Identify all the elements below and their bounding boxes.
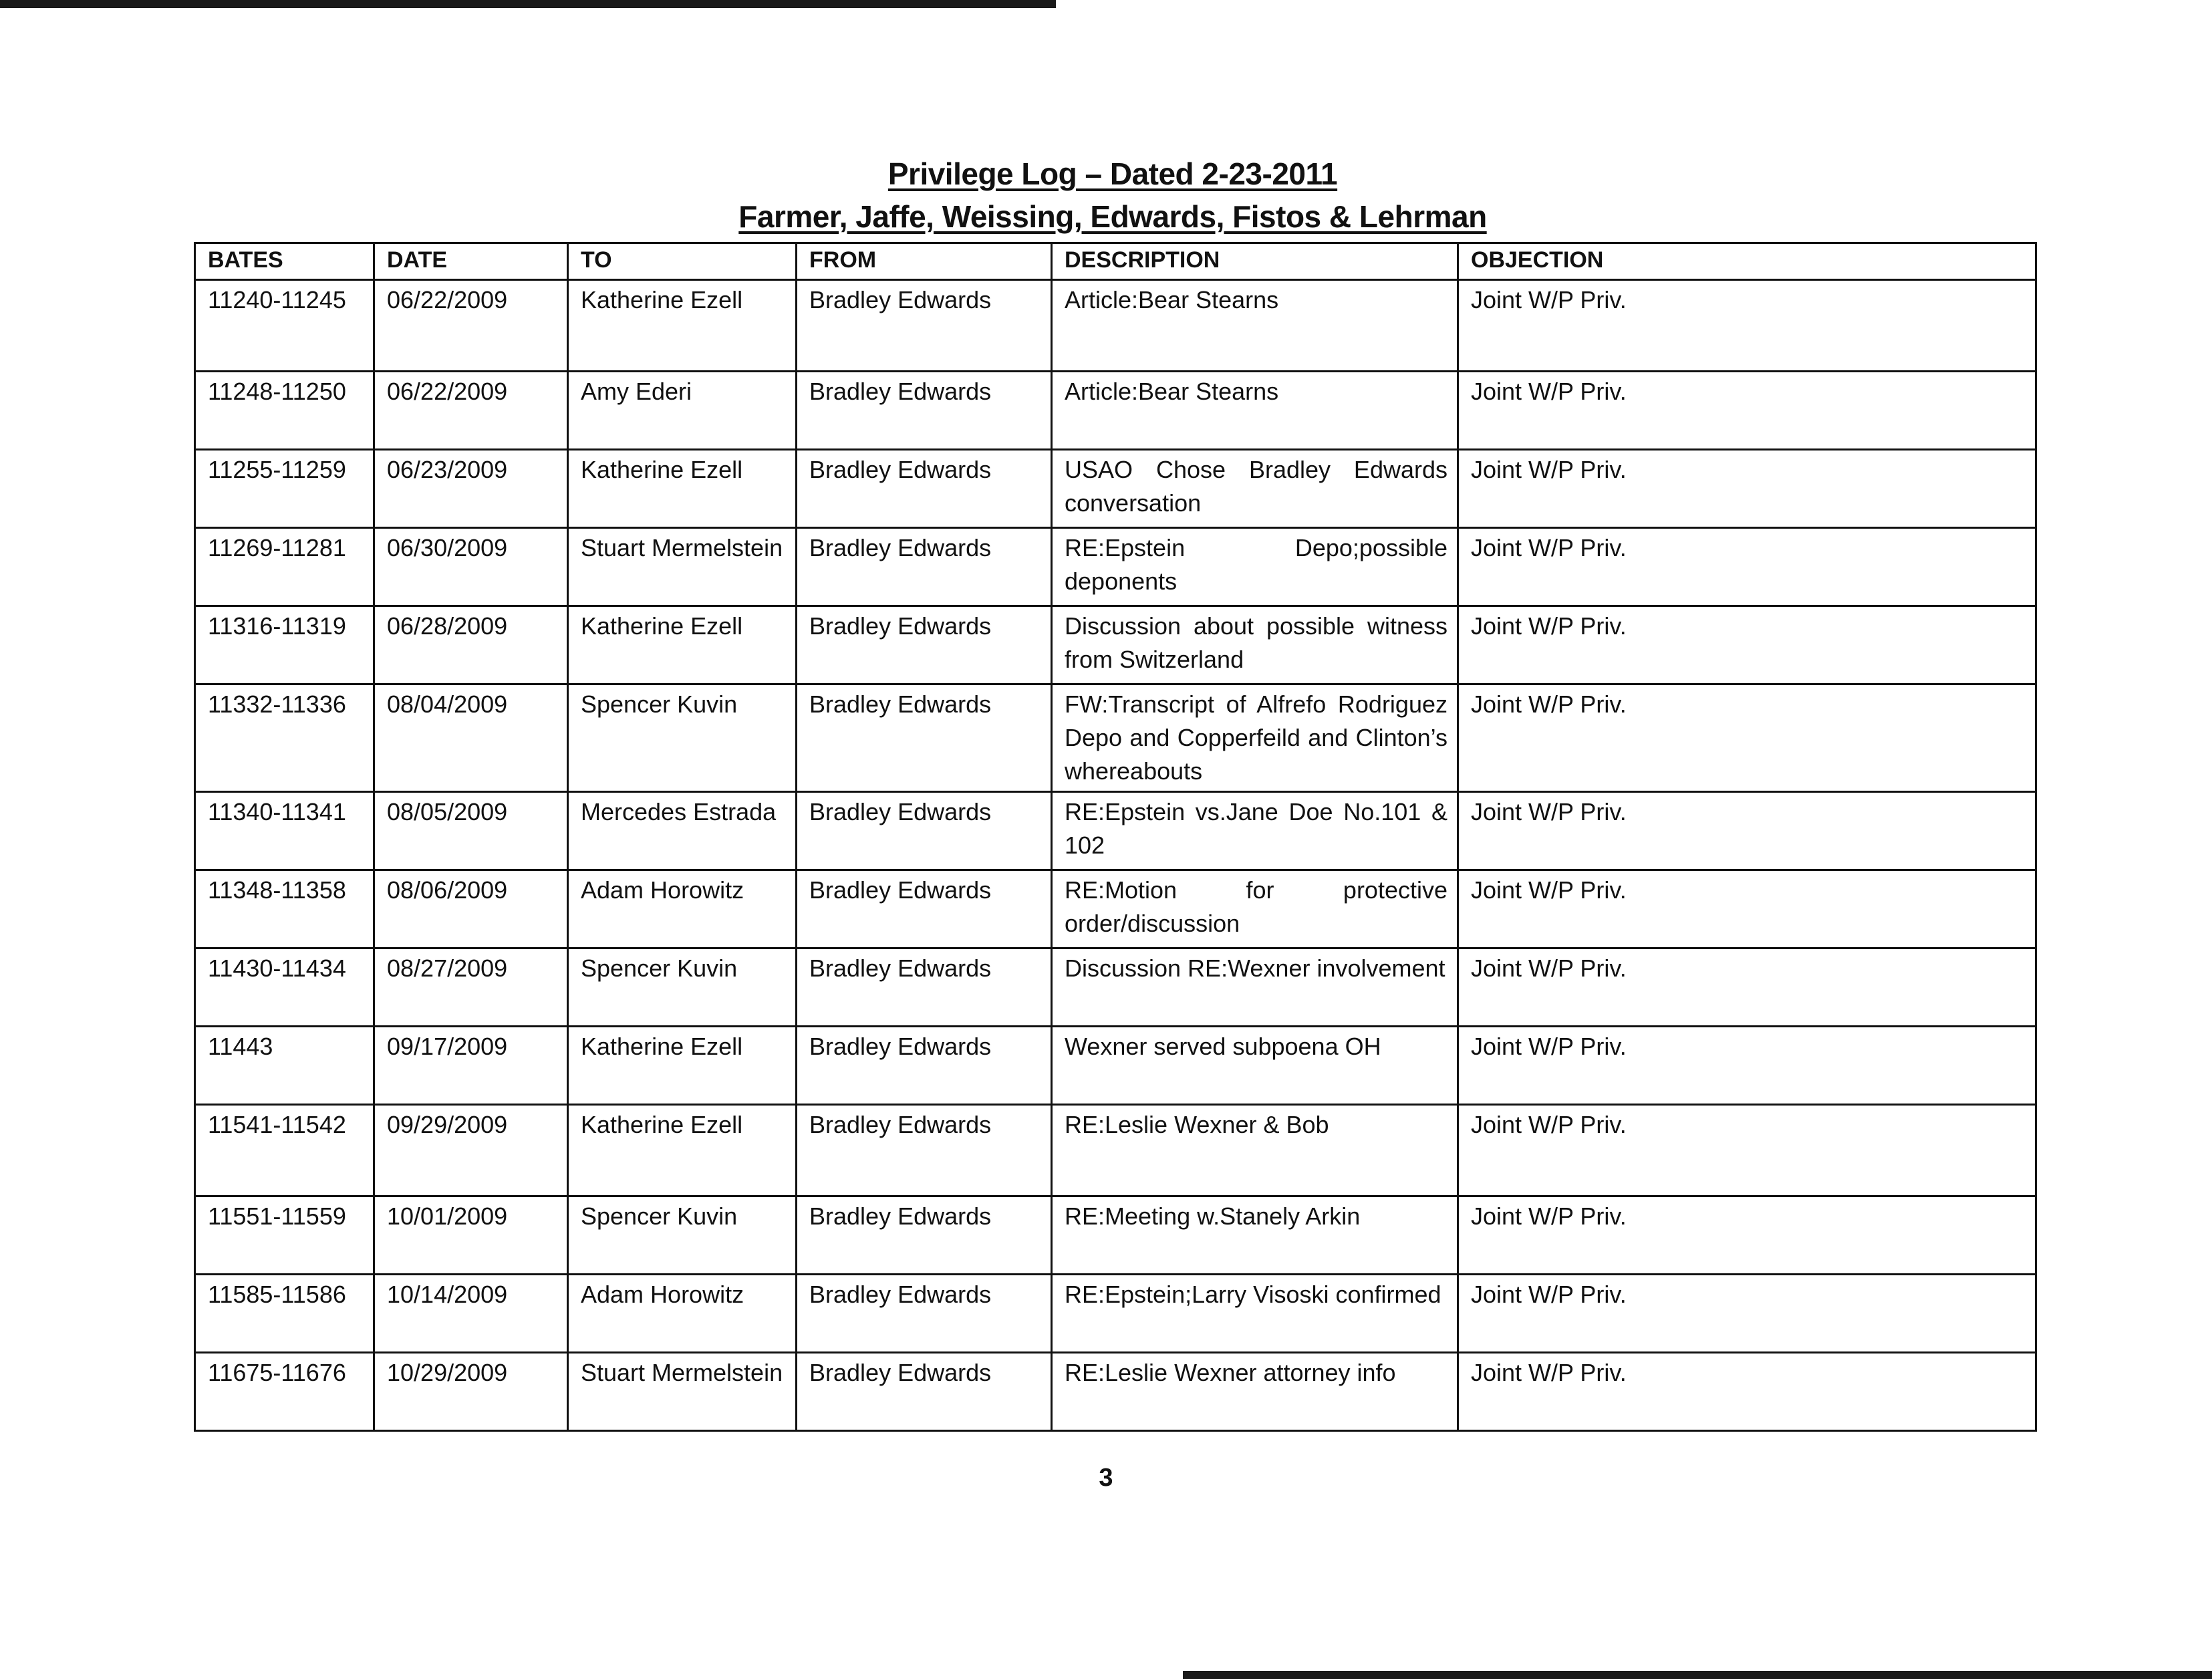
header-bates: BATES	[195, 243, 374, 280]
cell-description: RE:Epstein;Larry Visoski confirmed	[1052, 1275, 1458, 1353]
cell-date: 08/27/2009	[374, 948, 568, 1027]
cell-bates: 11255-11259	[195, 450, 374, 528]
cell-objection: Joint W/P Priv.	[1458, 1027, 2036, 1105]
cell-to: Katherine Ezell	[568, 606, 797, 684]
cell-date: 06/23/2009	[374, 450, 568, 528]
cell-bates: 11348-11358	[195, 870, 374, 948]
cell-date: 08/06/2009	[374, 870, 568, 948]
cell-to: Adam Horowitz	[568, 870, 797, 948]
cell-from: Bradley Edwards	[797, 528, 1052, 606]
cell-description: RE:Leslie Wexner & Bob	[1052, 1105, 1458, 1196]
cell-description: Wexner served subpoena OH	[1052, 1027, 1458, 1105]
cell-date: 06/22/2009	[374, 280, 568, 372]
cell-objection: Joint W/P Priv.	[1458, 1105, 2036, 1196]
cell-objection: Joint W/P Priv.	[1458, 1353, 2036, 1431]
cell-to: Spencer Kuvin	[568, 948, 797, 1027]
table-row	[195, 684, 2036, 792]
cell-date: 06/28/2009	[374, 606, 568, 684]
cell-to: Katherine Ezell	[568, 1027, 797, 1105]
table-row	[195, 870, 2036, 948]
cell-to: Katherine Ezell	[568, 280, 797, 372]
cell-description: RE:Leslie Wexner attorney info	[1052, 1353, 1458, 1431]
cell-from: Bradley Edwards	[797, 606, 1052, 684]
cell-to: Stuart Mermelstein	[568, 1353, 797, 1431]
table-row	[195, 372, 2036, 450]
cell-bates: 11443	[195, 1027, 374, 1105]
cell-to: Spencer Kuvin	[568, 1196, 797, 1275]
cell-from: Bradley Edwards	[797, 948, 1052, 1027]
table-row	[195, 792, 2036, 870]
cell-to: Amy Ederi	[568, 372, 797, 450]
cell-date: 06/22/2009	[374, 372, 568, 450]
table-row	[195, 280, 2036, 372]
cell-objection: Joint W/P Priv.	[1458, 450, 2036, 528]
cell-bates: 11430-11434	[195, 948, 374, 1027]
scan-border-top	[0, 0, 1056, 8]
cell-description: RE:Meeting w.Stanely Arkin	[1052, 1196, 1458, 1275]
cell-objection: Joint W/P Priv.	[1458, 606, 2036, 684]
cell-date: 08/04/2009	[374, 684, 568, 792]
table-row	[195, 450, 2036, 528]
cell-objection: Joint W/P Priv.	[1458, 280, 2036, 372]
cell-from: Bradley Edwards	[797, 450, 1052, 528]
cell-from: Bradley Edwards	[797, 1027, 1052, 1105]
header-from: FROM	[797, 243, 1052, 280]
cell-objection: Joint W/P Priv.	[1458, 1196, 2036, 1275]
cell-to: Mercedes Estrada	[568, 792, 797, 870]
cell-bates: 11269-11281	[195, 528, 374, 606]
cell-from: Bradley Edwards	[797, 280, 1052, 372]
cell-from: Bradley Edwards	[797, 684, 1052, 792]
scan-border-bottom	[1183, 1671, 2212, 1679]
cell-bates: 11585-11586	[195, 1275, 374, 1353]
cell-from: Bradley Edwards	[797, 1353, 1052, 1431]
table-row	[195, 528, 2036, 606]
cell-objection: Joint W/P Priv.	[1458, 1275, 2036, 1353]
table-row	[195, 1275, 2036, 1353]
cell-to: Adam Horowitz	[568, 1275, 797, 1353]
cell-bates: 11340-11341	[195, 792, 374, 870]
cell-objection: Joint W/P Priv.	[1458, 948, 2036, 1027]
document-header	[194, 152, 2032, 238]
cell-objection: Joint W/P Priv.	[1458, 528, 2036, 606]
cell-from: Bradley Edwards	[797, 792, 1052, 870]
cell-bates: 11240-11245	[195, 280, 374, 372]
cell-date: 09/29/2009	[374, 1105, 568, 1196]
cell-from: Bradley Edwards	[797, 1196, 1052, 1275]
cell-description: RE:Epstein Depo;possible deponents	[1052, 528, 1458, 606]
cell-description: FW:Transcript of Alfrefo Rodriguez Depo and Copperfeild and Clinton’s whereabouts	[1052, 684, 1458, 792]
cell-bates: 11541-11542	[195, 1105, 374, 1196]
cell-bates: 11551-11559	[195, 1196, 374, 1275]
cell-from: Bradley Edwards	[797, 870, 1052, 948]
cell-description: USAO Chose Bradley Edwards conversation	[1052, 450, 1458, 528]
cell-date: 08/05/2009	[374, 792, 568, 870]
cell-bates: 11675-11676	[195, 1353, 374, 1431]
cell-description: RE:Epstein vs.Jane Doe No.101 & 102	[1052, 792, 1458, 870]
cell-from: Bradley Edwards	[797, 372, 1052, 450]
cell-to: Katherine Ezell	[568, 1105, 797, 1196]
table-row	[195, 948, 2036, 1027]
cell-bates: 11332-11336	[195, 684, 374, 792]
cell-to: Spencer Kuvin	[568, 684, 797, 792]
cell-from: Bradley Edwards	[797, 1275, 1052, 1353]
cell-objection: Joint W/P Priv.	[1458, 870, 2036, 948]
document-subtitle: Farmer, Jaffe, Weissing, Edwards, Fistos & Lehrman	[738, 199, 1487, 234]
cell-date: 09/17/2009	[374, 1027, 568, 1105]
cell-date: 06/30/2009	[374, 528, 568, 606]
table-row	[195, 606, 2036, 684]
document-title: Privilege Log – Dated 2-23-2011	[887, 156, 1338, 191]
cell-date: 10/14/2009	[374, 1275, 568, 1353]
cell-description: Discussion about possible witness from Switzerland	[1052, 606, 1458, 684]
cell-description: Discussion RE:Wexner involvement	[1052, 948, 1458, 1027]
cell-date: 10/01/2009	[374, 1196, 568, 1275]
table-row	[195, 1027, 2036, 1105]
header-description: DESCRIPTION	[1052, 243, 1458, 280]
privilege-log-table	[194, 242, 2037, 1432]
cell-from: Bradley Edwards	[797, 1105, 1052, 1196]
table-row	[195, 1353, 2036, 1431]
cell-bates: 11248-11250	[195, 372, 374, 450]
cell-description: Article:Bear Stearns	[1052, 372, 1458, 450]
cell-to: Stuart Mermelstein	[568, 528, 797, 606]
header-objection: OBJECTION	[1458, 243, 2036, 280]
table-row	[195, 1196, 2036, 1275]
cell-description: RE:Motion for protective order/discussion	[1052, 870, 1458, 948]
table-header-row	[195, 243, 2036, 280]
table-row	[195, 1105, 2036, 1196]
cell-objection: Joint W/P Priv.	[1458, 792, 2036, 870]
cell-bates: 11316-11319	[195, 606, 374, 684]
header-date: DATE	[374, 243, 568, 280]
cell-description: Article:Bear Stearns	[1052, 280, 1458, 372]
cell-to: Katherine Ezell	[568, 450, 797, 528]
cell-objection: Joint W/P Priv.	[1458, 684, 2036, 792]
header-to: TO	[568, 243, 797, 280]
cell-date: 10/29/2009	[374, 1353, 568, 1431]
cell-objection: Joint W/P Priv.	[1458, 372, 2036, 450]
page-number: 3	[1099, 1464, 1113, 1492]
